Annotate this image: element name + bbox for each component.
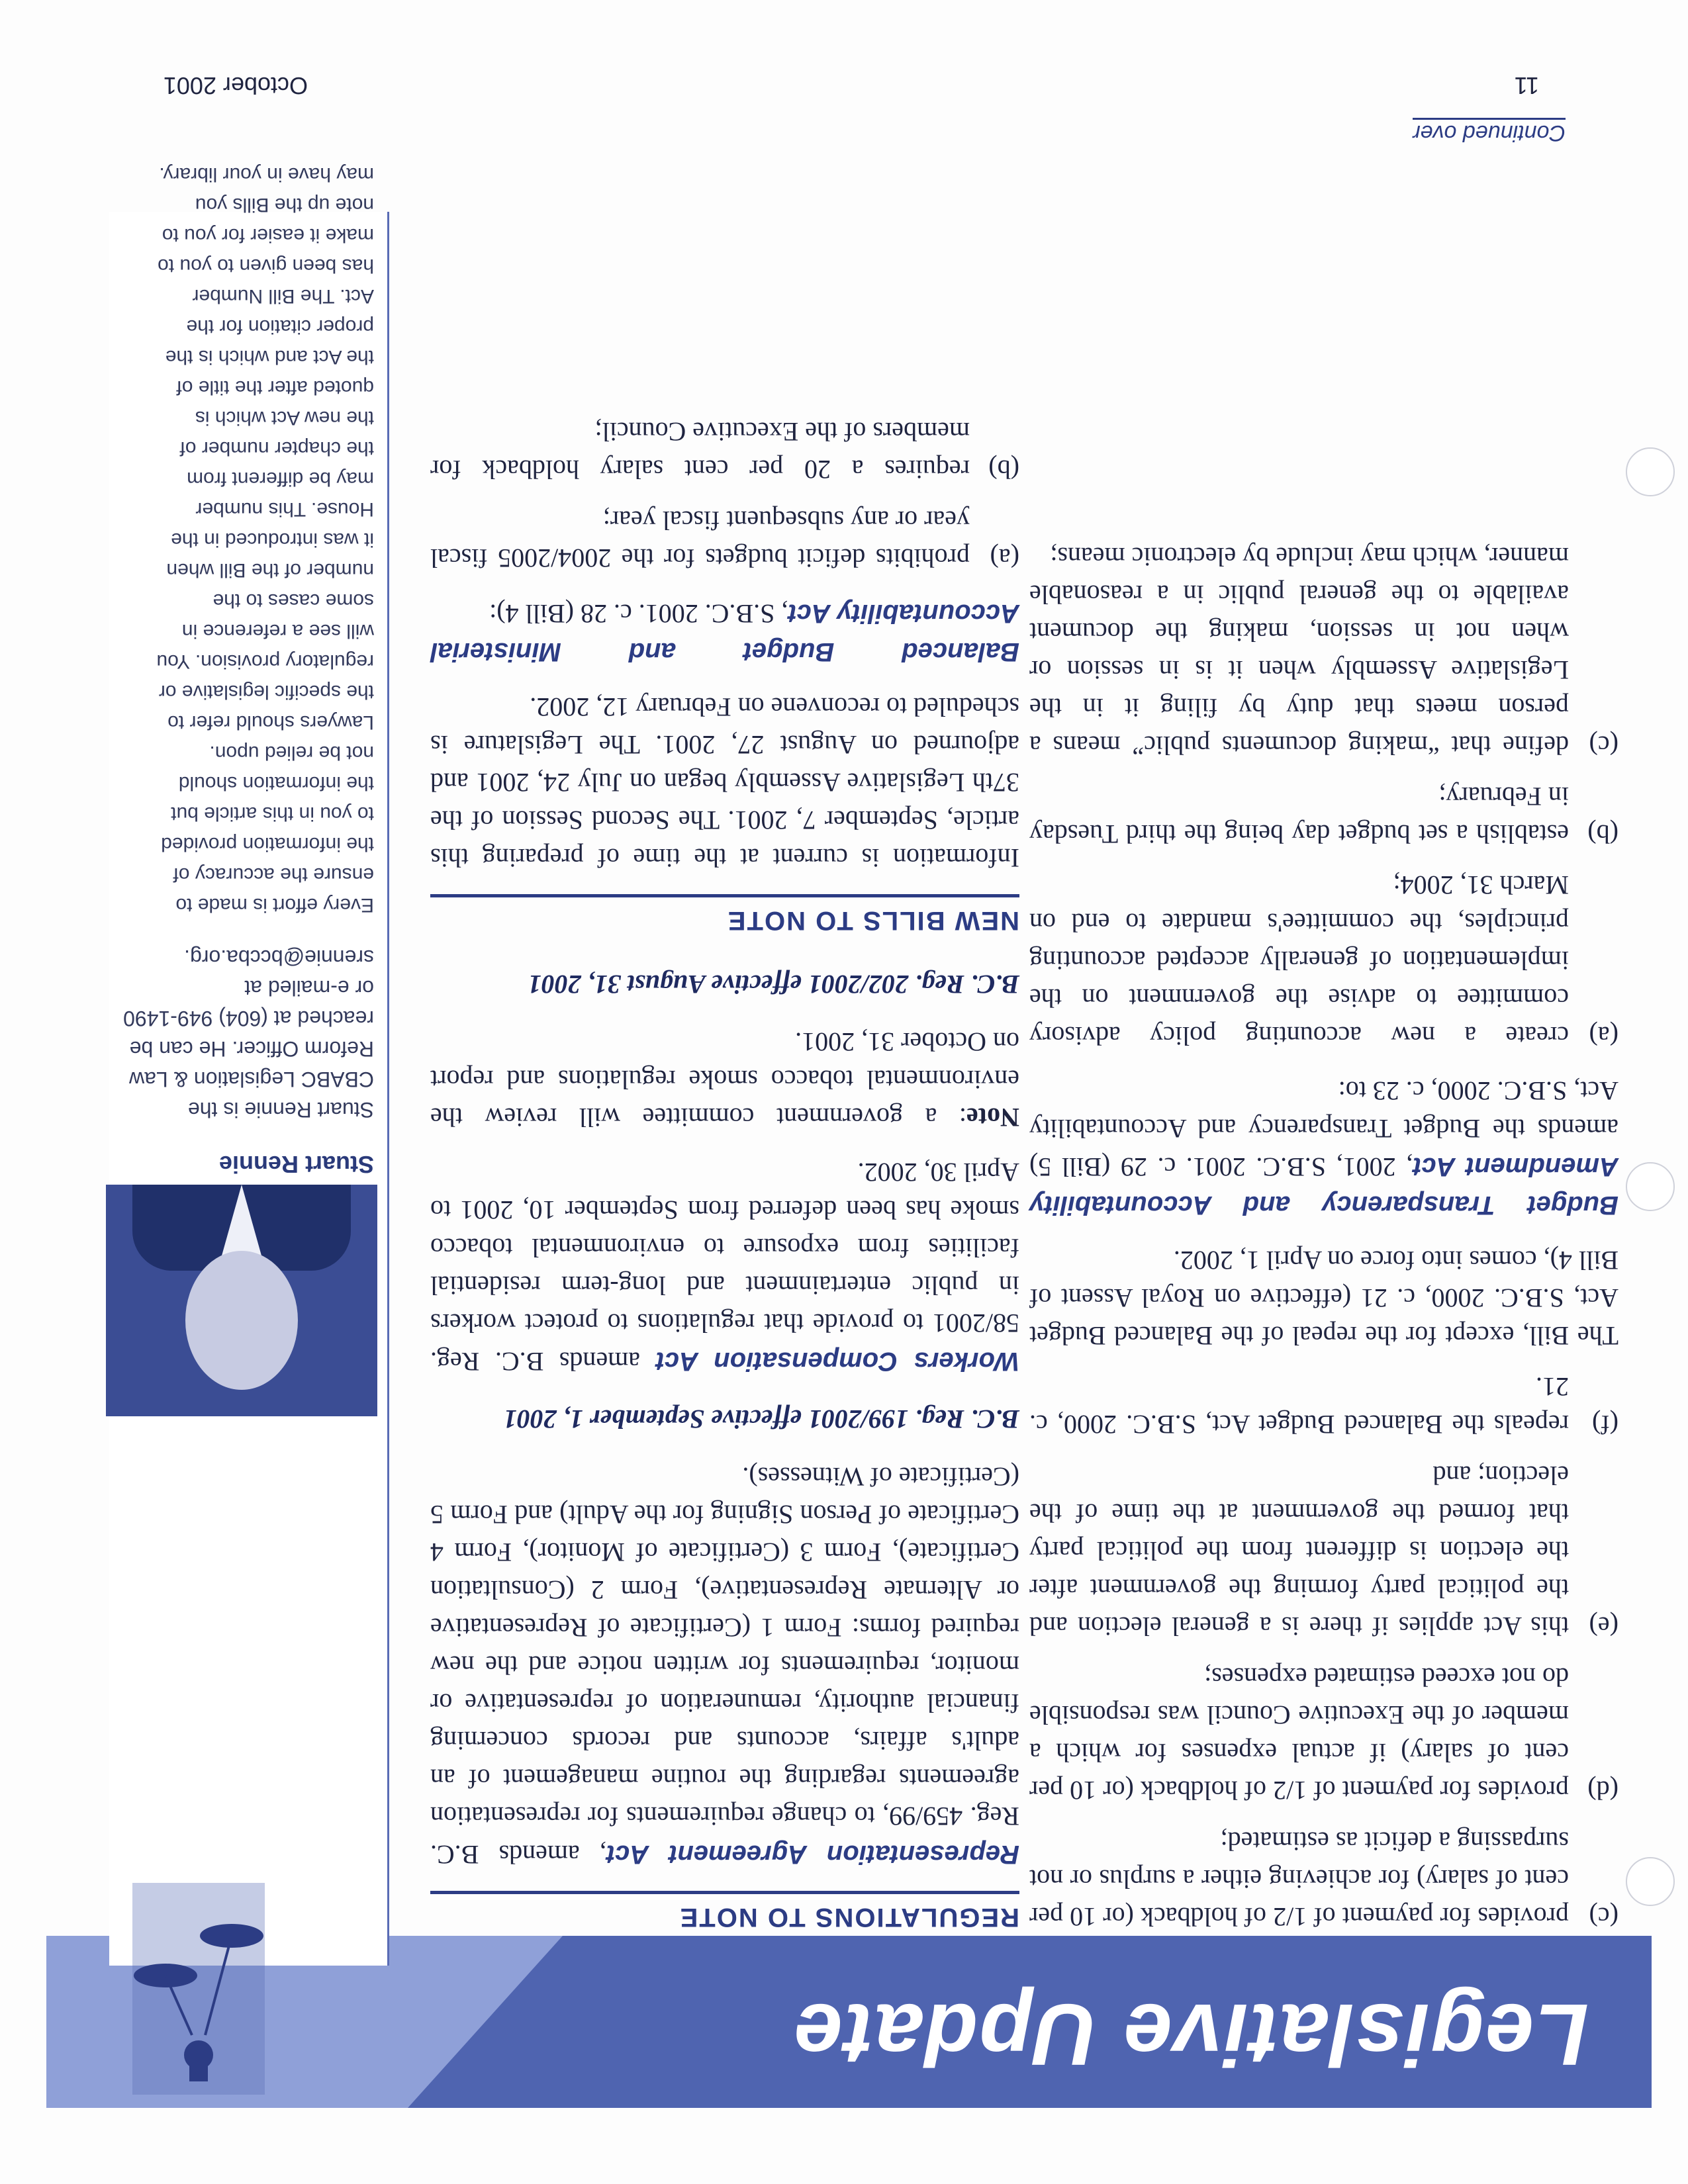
list-item: [430, 502, 1019, 577]
item-label: (f): [1592, 1410, 1618, 1439]
item-text: requires a 20 per cent salary holdback for members of the Executive Council;: [430, 417, 970, 484]
list-item: [1029, 1659, 1618, 1809]
representation-paragraph: [430, 1458, 1019, 1874]
note-paragraph: [430, 1023, 1019, 1136]
right-column: [1029, 525, 1618, 1936]
item-text: this Act applies if there is a general election and the political party forming the government after the election is different from the political party that formed the government at the time of the election; and: [1029, 1461, 1569, 1641]
bill-note: The Bill, except for the repeal of the Balanced Budget Act, S.B.C. 2000, c. 21 (effective on Royal Assent of Bill 4), comes into force on April 1, 2002.: [1029, 1246, 1618, 1351]
note-label: Note: [966, 1103, 1019, 1132]
btaa-paragraph: [1029, 1072, 1618, 1224]
act-citation: , S.B.C. 2001. c. 28 (Bill 4):: [489, 599, 788, 629]
item-label: (c): [1589, 1902, 1618, 1932]
item-label: (e): [1589, 1612, 1618, 1641]
regulations-heading: REGULATIONS TO NOTE: [430, 1891, 1019, 1936]
note-text: : a government committee will review the environmental tobacco smoke regulations and report on October 31, 2001.: [430, 1027, 1019, 1132]
item-label: (d): [1587, 1776, 1618, 1805]
regulation-citation: B.C. Reg. 202/2001 effective August 31, 2001: [528, 970, 1019, 999]
regulation-citation: B.C. Reg. 199/2001 effective September 1, 2001: [503, 1404, 1019, 1434]
punch-hole: [1626, 1857, 1675, 1906]
act-title: Representation Agreement Act: [606, 1840, 1019, 1869]
item-label: (a): [990, 543, 1019, 573]
item-label: (b): [988, 455, 1019, 484]
new-bills-heading: NEW BILLS TO NOTE: [430, 894, 1019, 939]
photo-caption: Stuart Rennie: [218, 1151, 374, 1178]
author-bio: Stuart Rennie is the CBABC Legislation & Law Reform Officer. He can be reached at (604) 949-1490 or e-mailed at srennie@bccba.org.: [123, 946, 374, 1122]
disclaimer: Every effort is made to ensure the accuracy of the information provided to you in this article but the information should not be relied upon. Lawyers should refer to the specific legislative or regulatory provision. You will see a reference in some cases to the number of the Bill when it was introduced in the House. This number may be different from the chapter number of the new Act which is quoted after the title of the Act and which is the proper citation for the Act. The Bill Number has been given to you to make it easier for you to note up the Bills you may have in your library.: [156, 163, 374, 916]
photo-face: [185, 1251, 298, 1390]
item-text: provides for payment of 1/2 of holdback (or 10 per cent of salary) if actual expenses for which a member of the Executive Council was responsible do not exceed estimated expenses;: [1029, 1662, 1569, 1805]
new-bills-intro: Information is current at the time of preparing this article, September 7, 2001. The Second Session of the 37th Legislative Assembly began on July 24, 2001 and adjourned on August 27, 2001. The Legislature is scheduled to reconvene on February 12, 2002.: [430, 692, 1019, 873]
act-title: Workers Compensation Act: [655, 1347, 1019, 1376]
paragraph-text: , amends B.C. Reg. 459/99, to change requirements for representation agreements regarding the routine management of an adult's affairs, accounts and records concerning financial authority, remuneration of representative or monitor, requirements for written notice and the new required forms: Form 1 (Certificate of Representative or Alternate Representative), Form 2 (Consultation Certificate), Form 3 (Certificate of Monitor), Form 4 Certificate of Person Signing for the Adult) and Form 5 (Certificate of Witnesses).: [430, 1462, 1019, 1870]
workers-comp-paragraph: [430, 1154, 1019, 1381]
item-label: (a): [1589, 1021, 1618, 1051]
act-title: Balanced Budget and Ministerial Accountability Act: [430, 599, 1019, 666]
list-item: [1029, 1823, 1618, 1936]
juggler-clipart-icon: [126, 1870, 271, 2108]
author-photo: [106, 1185, 377, 1416]
list-item: [1029, 1368, 1618, 1443]
item-text: prohibits deficit budgets for the 2004/2005 fiscal year or any subsequent fiscal year;: [430, 506, 970, 573]
list-item: [1029, 1457, 1618, 1645]
item-text: establish a set budget day being the third Tuesday in February;: [1029, 782, 1569, 849]
page-number: 11: [1514, 72, 1539, 99]
left-column: [430, 400, 1019, 1936]
act-citation: , 2001, S.B.C. 2001. c. 29 (Bill 5) amends the Budget Transparency and Accountability Act, S.B.C. 2000, c. 23 to:: [1029, 1076, 1618, 1182]
act-title: Budget Transparency and Accountability Amendment Act: [1029, 1152, 1618, 1220]
list-item: [1029, 778, 1618, 853]
punch-hole: [1626, 447, 1675, 496]
item-label: (c): [1589, 731, 1618, 760]
list-item: [1029, 538, 1618, 764]
item-text: repeals the Balanced Budget Act, S.B.C. 2000, c. 21.: [1029, 1372, 1569, 1439]
paragraph-text: amends B.C. Reg. 58/2001 to provide that regulations to protect workers in public entertainment and long-term residential facilities from exposure to environmental tobacco smoke has been deferred from September 10, 2001 to April 30, 2002.: [430, 1158, 1019, 1377]
item-text: define that “making documents public” means a person meets that duty by filing it in the Legislative Assembly when it is in session or when not in session, making the document available to the general public in a reasonable manner, which may include by electronic means;: [1029, 542, 1569, 760]
list-item: [1029, 866, 1618, 1055]
list-item: [430, 413, 1019, 488]
page-title: Legislative Update: [792, 1986, 1589, 2083]
bbma-paragraph: [430, 594, 1019, 671]
item-text: provides for payment of 1/2 of holdback (or 10 per cent of salary) for achieving either a surplus or not surpassing a deficit as estimated;: [1029, 1827, 1569, 1932]
item-text: create a new accounting policy advisory committee to advise the government on the implementation of generally accepted accounting principles, the committee's mandate to end on March 31, 2004;: [1029, 870, 1569, 1051]
item-label: (b): [1587, 819, 1618, 849]
footer-date: October 2001: [163, 72, 308, 99]
continued-over-link[interactable]: Continued over: [1413, 118, 1566, 146]
punch-hole: [1626, 1162, 1675, 1211]
